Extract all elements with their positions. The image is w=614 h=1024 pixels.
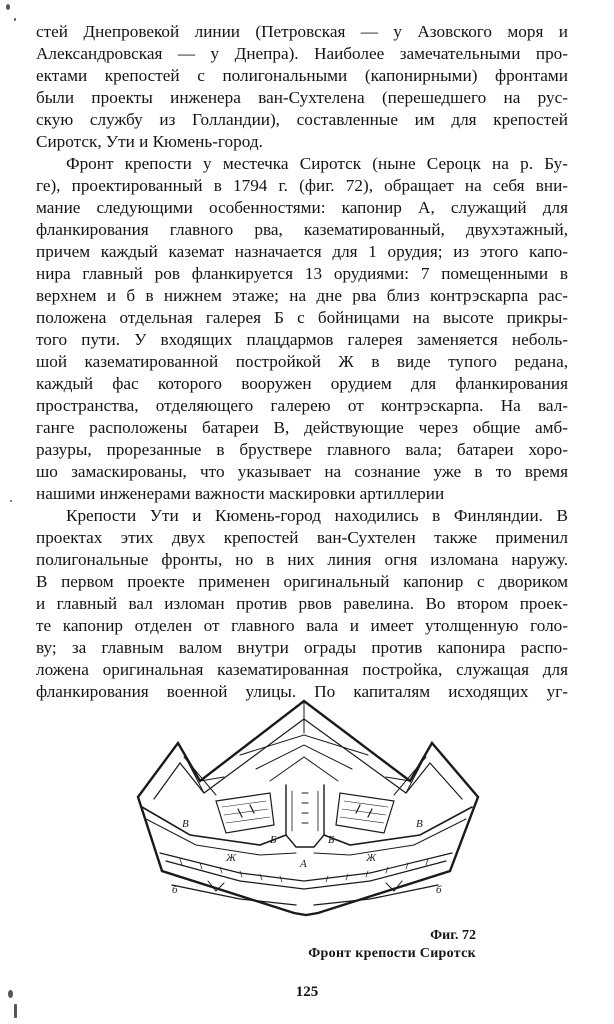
fortress-front-figure [120,685,500,925]
inner-outline [154,719,462,799]
label-battery-right: В [416,818,423,830]
text-line: нира главный ров фланкируется 13 орудиями: 7 помещенными в [36,264,568,283]
text-line: те капонир отделен от главного вала и имеет утолщенную голо- [36,616,568,635]
text-line: ву; за главным валом внутри ограды против капонира распо- [36,638,568,657]
text-line: верхнем и б в нижнем этаже; на дне рва близ контрэскарпа рас- [36,286,568,305]
text-line: пространства, отделяющего галерею от контрэскарпа. На вал- [36,396,568,415]
text-line: были проекты инженера ван-Сухтелена (перешедшего на рус- [36,88,568,107]
text-line: проектах этих двух крепостей ван-Сухтелен также применил [36,528,568,547]
label-gallery-right: Б [328,834,335,846]
figure-number: Фиг. 72 [430,928,476,943]
text-line: мание следующими особенностями: капонир А, служащий для [36,198,568,217]
text-line: шо замаскированы, что указывает на сознание уже в то время [36,462,568,481]
fortress-front-drawing [120,685,500,925]
text-line: и главный вал изломан против рвов равелина. Во втором проек- [36,594,568,613]
text-line: фланкирования главного рва, казематированный, двухэтажный, [36,220,568,239]
text-line: В первом проекте применен оригинальный капонир с двориком [36,572,568,591]
label-redan-left: Ж [226,852,237,864]
scan-speck [14,18,16,21]
scan-speck [6,4,10,10]
page-number: 125 [295,984,319,1000]
scan-speck [14,1004,17,1018]
label-redan-right: Ж [366,852,377,864]
text-line: скую службу из Голландии), составленные им для крепостей [36,110,568,129]
text-line: положена отдельная галерея Б с бойницами на высоте прикры- [36,308,568,327]
text-line: ге), проектированный в 1794 г. (фиг. 72), обращает на себя вни- [36,176,568,195]
text-line: Александровская — у Днепра). Наиболее замечательными про- [36,44,568,63]
text-line: шой казематированной постройкой Ж в виде тупого редана, [36,352,568,371]
scan-speck [10,500,12,502]
text-line: причем каждый каземат назначается для 1 орудия; из этого капо- [36,242,568,261]
text-line: того пути. У входящих плацдармов галерея заменяется неболь- [36,330,568,349]
text-line: разуры, прорезанные в бруствере главного вала; батареи хоро- [36,440,568,459]
label-edge-right: б [436,884,442,896]
text-line: Крепости Ути и Кюмень-город находились в Финляндии. В [66,506,568,525]
text-line: полигональные фронты, но в них линия огня изломана наружу. [36,550,568,569]
text-line: ложена оригинальная казематированная постройка, служащая для [36,660,568,679]
text-line: ектами крепостей с полигональными (капонирными) фронтами [36,66,568,85]
label-gallery-left: Б [270,834,277,846]
text-line: нашими инженерами важности маскировки артиллерии [36,484,445,503]
label-edge-left: б [172,884,178,896]
text-line: фланкирования военной улицы. По капиталям исходящих уг- [36,682,568,701]
label-battery-left: В [182,818,189,830]
text-line: каждый фас которого вооружен орудием для фланкирования [36,374,568,393]
text-line: стей Днепровекой линии (Петровская — у Азовского моря и [36,22,568,41]
text-line: ганге расположены батареи В, действующие через общие амб- [36,418,568,437]
label-caponier: А [300,858,307,870]
figure-caption: Фронт крепости Сиротск [308,946,476,961]
outer-outline [138,701,478,915]
text-line: Сиротск, Ути и Кюмень-город. [36,132,263,151]
text-line: Фронт крепости у местечка Сиротск (ныне Сероцк на р. Бу- [66,154,568,173]
